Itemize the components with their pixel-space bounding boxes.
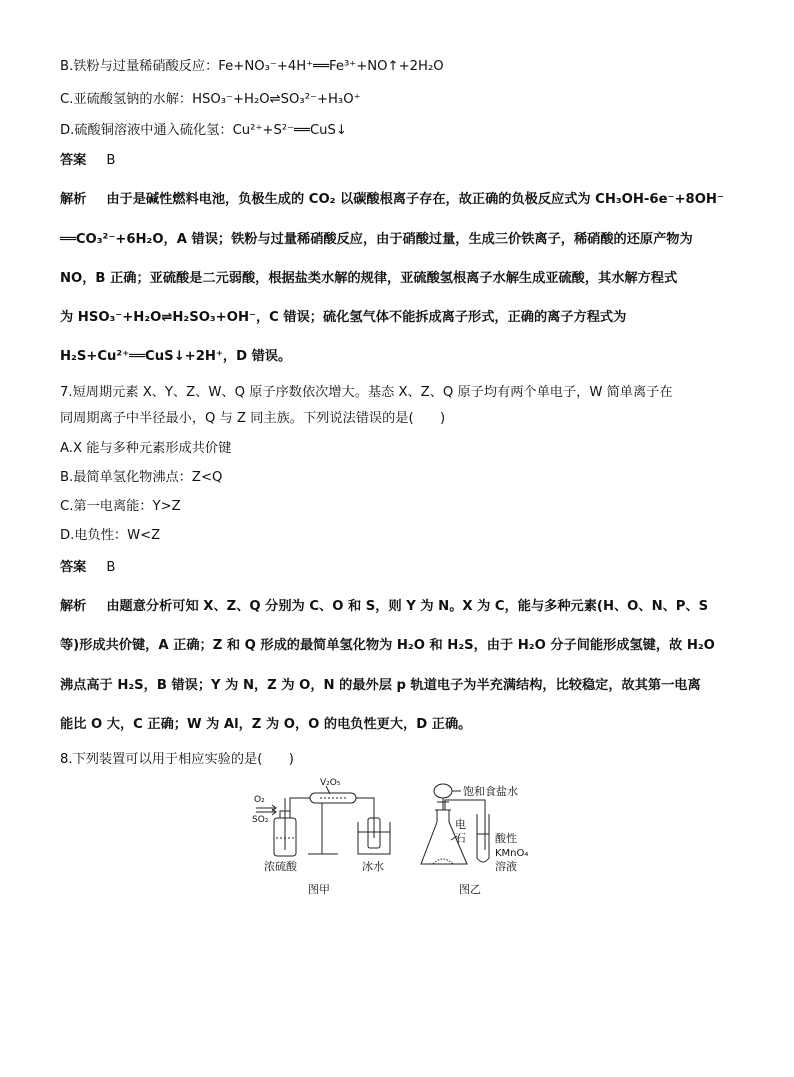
q6-analysis-line-3: NO，B 正确；亚硫酸是二元弱酸，根据盐类水解的规律，亚硫酸氢根离子水解生成亚硫酸，其水解方程式 — [60, 271, 678, 286]
analysis-label: 解析 — [60, 599, 87, 614]
figure-jia-diagram — [250, 778, 410, 878]
label-ice-water: 冰水 — [362, 860, 384, 873]
q7-analysis-line-4: 能比 O 大，C 正确；W 为 Al，Z 为 O，O 的电负性更大，D 正确。 — [60, 717, 472, 732]
figure-yi-diagram — [415, 778, 550, 878]
q6-analysis-line-5: H₂S+Cu²⁺══CuS↓+2H⁺，D 错误。 — [60, 349, 292, 364]
label-brine: 饱和食盐水 — [463, 785, 518, 798]
q7-analysis-line-3: 沸点高于 H₂S，B 错误；Y 为 N，Z 为 O，N 的最外层 p 轨道电子为半充满结构，比较稳定，故其第一电离 — [60, 678, 701, 693]
q7-stem-line-1: 7.短周期元素 X、Y、Z、W、Q 原子序数依次增大。基态 X、Z、Q 原子均有两个单电子，W 简单离子在 — [60, 385, 673, 400]
q6-option-b: B.铁粉与过量稀硝酸反应：Fe+NO₃⁻+4H⁺══Fe³⁺+NO↑+2H₂O — [60, 59, 444, 74]
label-v2o5: V₂O₅ — [320, 778, 341, 788]
label-kmno4-2: KMnO₄ — [495, 848, 529, 859]
q8-stem: 8.下列装置可以用于相应实验的是( ) — [60, 752, 294, 767]
label-kmno4-1: 酸性 — [495, 832, 517, 845]
q6-option-c: C.亚硫酸氢钠的水解：HSO₃⁻+H₂O⇌SO₃²⁻+H₃O⁺ — [60, 92, 361, 107]
figure-jia-caption: 图甲 — [308, 883, 330, 896]
q7-stem-line-2: 同周期离子中半径最小，Q 与 Z 同主族。下列说法错误的是( ) — [60, 411, 446, 426]
label-carbide-1: 电 — [455, 818, 466, 831]
answer-value: B — [106, 560, 116, 575]
q7-option-b: B.最简单氢化物沸点：Z<Q — [60, 470, 223, 485]
figure-yi-caption: 图乙 — [459, 883, 481, 896]
answer-label: 答案 — [60, 560, 87, 575]
q6-analysis-line-1 — [60, 191, 724, 209]
analysis-label: 解析 — [60, 192, 87, 207]
answer-value: B — [106, 153, 116, 168]
q7-option-a: A.X 能与多种元素形成共价键 — [60, 441, 232, 456]
q6-analysis-line-2: ══CO₃²⁻+6H₂O，A 错误；铁粉与过量稀硝酸反应，由于硝酸过量，生成三价铁离子，稀硝酸的还原产物为 — [60, 232, 693, 247]
q7-answer-row — [60, 559, 115, 577]
label-o2: O₂ — [254, 795, 265, 805]
analysis-text: 由于是碱性燃料电池，负极生成的 CO₂ 以碳酸根离子存在，故正确的负极反应式为 CH₃OH-6e⁻+8OH⁻ — [106, 192, 724, 207]
q6-option-d: D.硫酸铜溶液中通入硫化氢：Cu²⁺+S²⁻══CuS↓ — [60, 123, 347, 138]
answer-label: 答案 — [60, 153, 87, 168]
label-carbide-2: 石 — [455, 832, 466, 845]
label-kmno4-3: 溶液 — [495, 860, 517, 873]
q7-analysis-line-1 — [60, 598, 708, 616]
q7-analysis-line-2: 等)形成共价键，A 正确；Z 和 Q 形成的最简单氢化物为 H₂O 和 H₂S，由于 H₂O 分子间能形成氢键，故 H₂O — [60, 638, 715, 653]
q8-figures — [250, 778, 550, 898]
q6-analysis-line-4: 为 HSO₃⁻+H₂O⇌H₂SO₃+OH⁻，C 错误；硫化氢气体不能拆成离子形式，正确的离子方程式为 — [60, 310, 627, 325]
analysis-text: 由题意分析可知 X、Z、Q 分别为 C、O 和 S，则 Y 为 N。X 为 C，能与多种元素(H、O、N、P、S — [106, 599, 709, 614]
label-so2: SO₂ — [252, 815, 269, 825]
q7-option-c: C.第一电离能：Y>Z — [60, 499, 181, 514]
label-conc-acid: 浓硫酸 — [264, 860, 297, 873]
q7-option-d: D.电负性：W<Z — [60, 528, 161, 543]
q6-answer-row — [60, 152, 115, 170]
